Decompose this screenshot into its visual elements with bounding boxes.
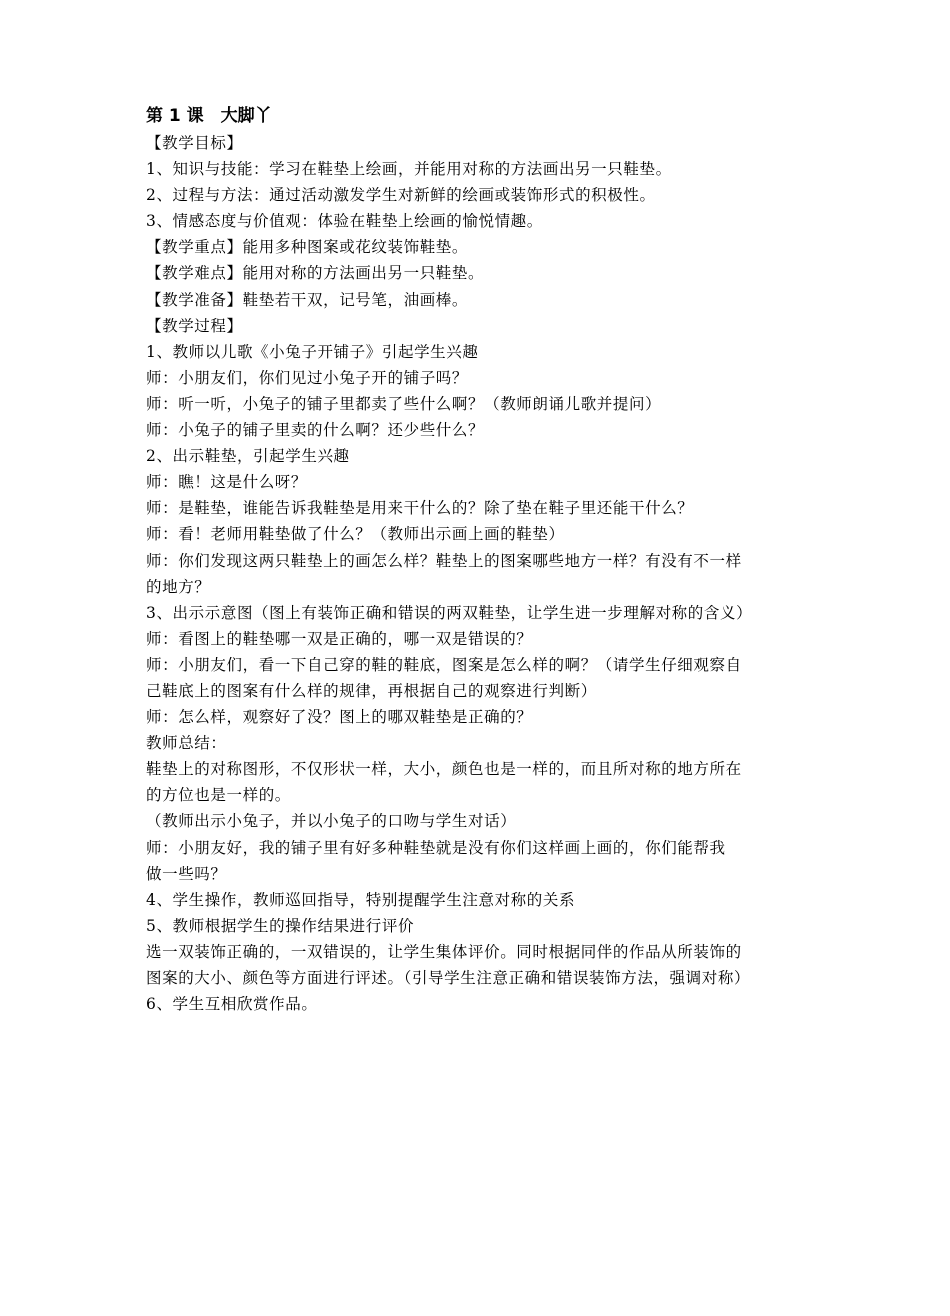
process-line: （教师出示小兔子，并以小兔子的口吻与学生对话）: [146, 812, 517, 831]
teacher-summary-label: 教师总结：: [146, 734, 227, 753]
section-heading-objectives: 【教学目标】: [146, 134, 243, 152]
process-line: 4、学生操作，教师巡回指导，特别提醒学生注意对称的关系: [146, 890, 576, 909]
process-line: 2、出示鞋垫，引起学生兴趣: [146, 447, 350, 466]
process-line: 师：小朋友好，我的铺子里有好多种鞋垫就是没有你们这样画上画的，你们能帮我: [146, 838, 726, 857]
objective-knowledge: 1、知识与技能：学习在鞋垫上绘画，并能用对称的方法画出另一只鞋垫。: [146, 160, 672, 179]
preparation: 【教学准备】鞋垫若干双，记号笔，油画棒。: [146, 290, 469, 309]
process-line: 的地方？: [146, 577, 211, 596]
process-line: 5、教师根据学生的操作结果进行评价: [146, 916, 415, 935]
objective-process: 2、过程与方法：通过活动激发学生对新鲜的绘画或装饰形式的积极性。: [146, 186, 656, 205]
process-line: 师：你们发现这两只鞋垫上的画怎么样？鞋垫上的图案哪些地方一样？有没有不一样: [146, 551, 742, 570]
process-line: 图案的大小、颜色等方面进行评述。（引导学生注意正确和错误装饰方法，强调对称）: [146, 969, 751, 987]
process-line: 做一些吗？: [146, 864, 227, 883]
process-line: 师：小兔子的铺子里卖的什么啊？还少些什么？: [146, 421, 485, 440]
section-heading-process: 【教学过程】: [146, 316, 243, 335]
process-line: 己鞋底上的图案有什么样的规律，再根据自己的观察进行判断）: [146, 681, 597, 700]
difficult-point: 【教学难点】能用对称的方法画出另一只鞋垫。: [146, 264, 485, 283]
process-line: 选一双装饰正确的，一双错误的，让学生集体评价。同时根据同伴的作品从所装饰的: [146, 942, 742, 961]
process-line: 鞋垫上的对称图形，不仅形状一样，大小，颜色也是一样的，而且所对称的地方所在: [146, 760, 742, 779]
process-line: 的方位也是一样的。: [146, 786, 291, 805]
objective-attitude: 3、情感态度与价值观：体验在鞋垫上绘画的愉悦情趣。: [146, 212, 543, 231]
process-line: 师：小朋友们，看一下自己穿的鞋的鞋底，图案是怎么样的啊？（请学生仔细观察自: [146, 655, 742, 674]
document-page: [146, 103, 822, 1017]
lesson-body: [146, 130, 822, 1017]
key-point: 【教学重点】能用多种图案或花纹装饰鞋垫。: [146, 238, 469, 257]
process-line: 1、教师以儿歌《小兔子开铺子》引起学生兴趣: [146, 342, 479, 361]
process-line: 师：看！老师用鞋垫做了什么？（教师出示画上画的鞋垫）: [146, 525, 565, 544]
process-line: 师：是鞋垫，谁能告诉我鞋垫是用来干什么的？除了垫在鞋子里还能干什么？: [146, 499, 694, 518]
process-line: 6、学生互相欣赏作品。: [146, 995, 318, 1014]
process-line: 师：怎么样，观察好了没？图上的哪双鞋垫是正确的？: [146, 708, 533, 727]
process-line: 3、出示示意图（图上有装饰正确和错误的两双鞋垫，让学生进一步理解对称的含义）: [146, 603, 753, 622]
process-line: 师：小朋友们，你们见过小兔子开的铺子吗？: [146, 368, 469, 387]
process-line: 师：看图上的鞋垫哪一双是正确的，哪一双是错误的？: [146, 629, 533, 648]
process-line: 师：听一听，小兔子的铺子里都卖了些什么啊？（教师朗诵儿歌并提问）: [146, 394, 662, 413]
process-line: 师：瞧！这是什么呀？: [146, 473, 308, 492]
lesson-title: 第 1 课 大脚丫: [146, 106, 272, 126]
